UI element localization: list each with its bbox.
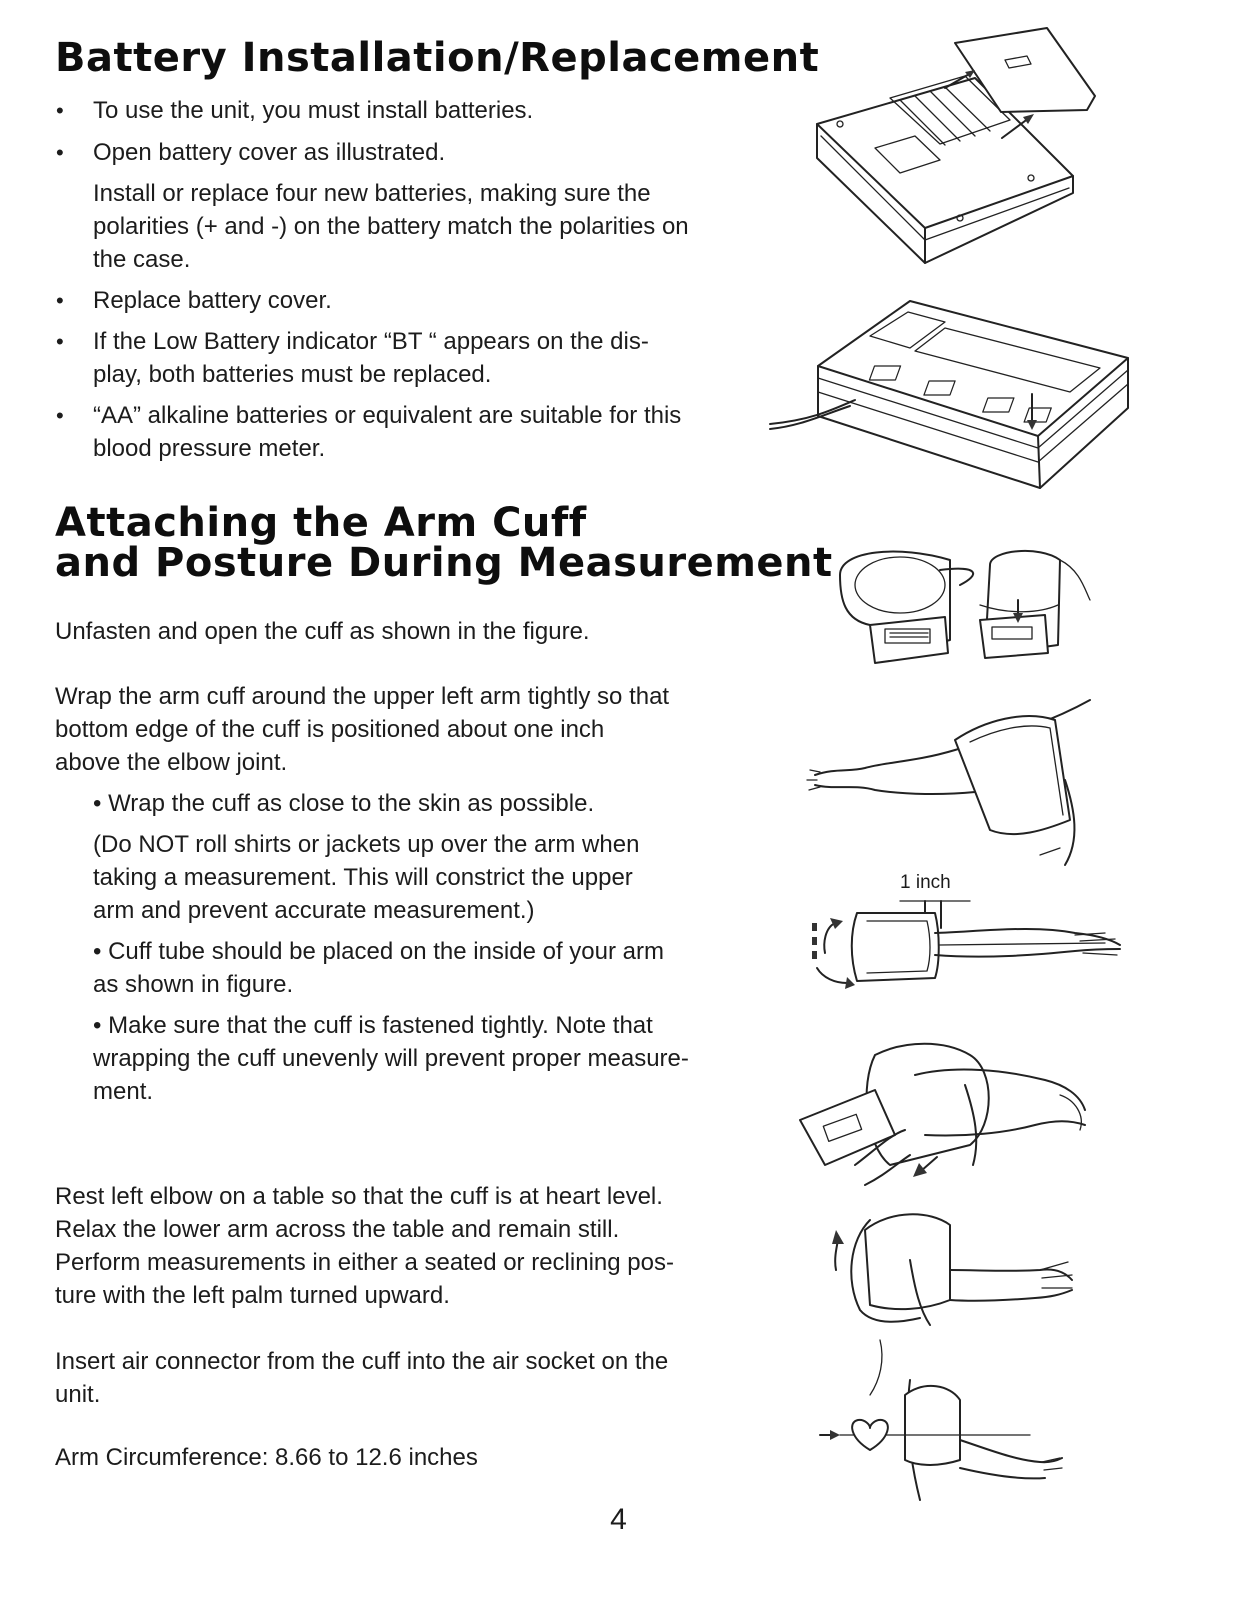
air-connector-line: unit. — [55, 1381, 101, 1408]
cuff-wrap-line: above the elbow joint. — [55, 749, 288, 776]
install-line: the case. — [93, 246, 191, 273]
cuff-tube-line: as shown in figure. — [93, 971, 294, 998]
install-line: polarities (+ and -) on the battery match the polarities on — [93, 213, 689, 240]
battery-cover-removal-illustration — [805, 28, 1105, 283]
cuff-note-line: taking a measurement. This will constrict the upper — [93, 864, 633, 891]
cuff-fasten-line: ment. — [93, 1078, 154, 1105]
bullet-marker: • — [56, 288, 64, 313]
battery-item-replace-cover: Replace battery cover. — [93, 287, 332, 314]
arm-circumference: Arm Circumference: 8.66 to 12.6 inches — [55, 1444, 478, 1471]
bullet-marker: • — [56, 329, 64, 354]
battery-item-aa-cont: blood pressure meter. — [93, 435, 326, 462]
cuff-fasten-line: • Make sure that the cuff is fastened tightly. Note that — [93, 1012, 653, 1039]
battery-item-aa: “AA” alkaline batteries or equivalent are suitable for this — [93, 402, 682, 429]
battery-item-low-battery-cont: play, both batteries must be replaced. — [93, 361, 492, 388]
bullet-marker: • — [56, 403, 64, 428]
posture-line: Perform measurements in either a seated or reclining pos- — [55, 1249, 674, 1276]
cuff-note-line: arm and prevent accurate measurement.) — [93, 897, 535, 924]
posture-line: Relax the lower arm across the table and remain still. — [55, 1216, 620, 1243]
arm-one-inch-illustration — [805, 893, 1125, 993]
cuff-fasten-illustration — [795, 1025, 1095, 1190]
battery-item-open-cover: Open battery cover as illustrated. — [93, 139, 446, 166]
monitor-unit-illustration — [770, 296, 1135, 496]
posture-line: Rest left elbow on a table so that the cuff is at heart level. — [55, 1183, 663, 1210]
cuff-sub-close-to-skin: • Wrap the cuff as close to the skin as possible. — [93, 790, 595, 817]
bullet-marker: • — [56, 98, 64, 123]
cuff-tube-line: • Cuff tube should be placed on the inside of your arm — [93, 938, 664, 965]
page-number: 4 — [610, 1503, 627, 1536]
install-line: Install or replace four new batteries, making sure the — [93, 180, 651, 207]
cuff-fasten-line: wrapping the cuff unevenly will prevent proper measure- — [93, 1045, 689, 1072]
cuff-wrap-line: Wrap the arm cuff around the upper left arm tightly so that — [55, 683, 670, 710]
cuff-wrap-line: bottom edge of the cuff is positioned about one inch — [55, 716, 605, 743]
section-title-cuff-line1: Attaching the Arm Cuff — [55, 500, 587, 546]
section-title-battery: Battery Installation/Replacement — [55, 35, 820, 81]
arm-rest-posture-illustration — [810, 1200, 1080, 1330]
cuff-unfasten-text: Unfasten and open the cuff as shown in the figure. — [55, 618, 590, 645]
one-inch-label: 1 inch — [900, 872, 951, 893]
cuff-open-illustration — [830, 545, 1095, 670]
heart-level-illustration — [810, 1340, 1070, 1515]
section-title-cuff-line2: and Posture During Measurement — [55, 540, 833, 586]
posture-line: ture with the left palm turned upward. — [55, 1282, 450, 1309]
battery-item-install: To use the unit, you must install batteries. — [93, 97, 534, 124]
air-connector-line: Insert air connector from the cuff into the air socket on the — [55, 1348, 669, 1375]
bullet-marker: • — [56, 140, 64, 165]
cuff-note-line: (Do NOT roll shirts or jackets up over the arm when — [93, 831, 640, 858]
battery-item-low-battery: If the Low Battery indicator “BT “ appears on the dis- — [93, 328, 649, 355]
arm-cuff-wrap-illustration — [805, 680, 1105, 865]
